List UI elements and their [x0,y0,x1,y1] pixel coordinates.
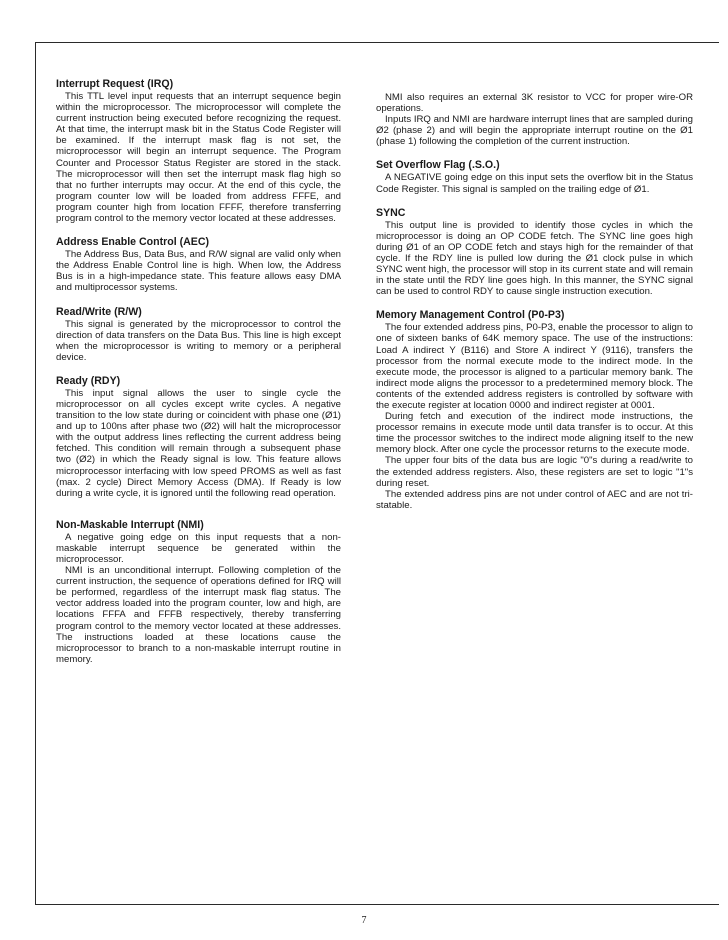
section-mmc [376,309,693,511]
sync-heading: SYNC [376,206,406,219]
mmc-paragraph-2: During fetch and execution of the indirect mode instructions, the processor remains in execute mode until data transfer is to occur. At this time the processor switches to the indirect mode aligning itself to the new memory block. After one cycle the processor returns to the execute mode. [376,411,693,456]
nmi-heading: Non-Maskable Interrupt (NMI) [56,518,204,531]
section-nmi-continued [376,92,693,147]
section-irq [56,78,341,224]
section-rdy [56,375,341,499]
rw-paragraph: This signal is generated by the microprocessor to control the direction of data transfers on the Data Bus. This line is high except when the microprocessor is writing to memory or a peripheral device. [56,318,341,363]
nmi-cont-paragraph-2: Inputs IRQ and NMI are hardware interrupt lines that are sampled during Ø2 (phase 2) and will begin the appropriate interrupt routine on the Ø1 (phase 1) following the completion of the current instruction. [376,114,693,148]
right-column [376,92,693,523]
aec-paragraph: The Address Bus, Data Bus, and R/W signal are valid only when the Address Enable Control line is high. When low, the Address Bus is in a high-impedance state. This feature allows easy DMA and multiprocessor systems. [56,249,341,294]
mmc-paragraph-4: The extended address pins are not under control of AEC and are not tri-statable. [376,488,693,511]
mmc-paragraph-3: The upper four bits of the data bus are logic "0"s during a read/write to the extended address registers. Also, these registers are set to logic "1"s during reset. [376,455,693,489]
page-number: 7 [361,915,367,926]
irq-heading: Interrupt Request (IRQ) [56,78,174,90]
section-rw [56,306,341,363]
nmi-paragraph-1: A negative going edge on this input requests that a non-maskable interrupt sequence be generated within the microprocessor. [56,531,341,565]
section-sync [376,207,693,298]
nmi-cont-paragraph-1: NMI also requires an external 3K resistor to VCC for proper wire-OR operations. [376,92,693,115]
mmc-paragraph-1: The four extended address pins, P0-P3, enable the processor to align to one of sixteen banks of 64K memory space. The use of the instructions: Load A indirect Y (B116) and Store A indirect Y (9116), transfers the processor from the normal execute mode to the indirect mode. In the execute mode, the processor is aligned to a particular memory bank. The indirect mode aligns the processor to a predetermined memory block. The contents of the extended address registers is controlled by software with the execute register at location 0000 and indirect register at 0001. [376,322,693,411]
section-nmi [56,519,341,665]
left-column [56,78,341,677]
rdy-heading: Ready (RDY) [56,374,121,387]
section-so [376,159,693,194]
nmi-paragraph-2: NMI is an unconditional interrupt. Following completion of the current instruction, the sequence of operations defined for IRQ will be performed, regardless of the interrupt mask flag status. The vector address loaded into the program counter, low and high, are locations FFFA and FFFB respectively, thereby transferring program control to the memory vector located at these addresses. The instructions loaded at these locations cause the microprocessor to branch to a non-maskable interrupt routine in memory. [56,565,341,665]
sync-paragraph: This output line is provided to identify those cycles in which the microprocessor is doing an OP CODE fetch. The SYNC line goes high during Ø1 of an OP CODE fetch and stays high for the remainder of that cycle. If the RDY line is pulled low during the Ø1 clock pulse in which SYNC went high, the processor will stop in its current state and will remain in the state until the RDY line goes high. In this manner, the SYNC signal can be used to control RDY to cause single instruction execution. [376,219,693,298]
irq-paragraph: This TTL level input requests that an interrupt sequence begin within the microprocessor. The microprocessor will complete the current instruction being executed before recognizing the request. At that time, the interrupt mask bit in the Status Code Register will be examined. If the interrupt mask flag is not set, the microprocessor will begin an interrupt sequence. The Program Counter and Processor Status Register are stored in the stack. The microprocessor will then set the interrupt mask flag high so that no further interrupts may occur. At the end of this cycle, the program counter low will be loaded from address FFFE, and program counter high from location FFFF, therefore transferring program control to the memory vector located at these addresses. [56,91,341,225]
rdy-paragraph: This input signal allows the user to single cycle the microprocessor on all cycles except write cycles. A negative transition to the low state during or coincident with phase one (Ø1) and up to 100ns after phase two (Ø2) will halt the microprocessor with the output address lines reflecting the current address being fetched. This condition will remain through a subsequent phase two (Ø2) in which the Ready signal is low. This feature allows microprocessor interfacing with low speed PROMS as well as fast (max. 2 cycle) Direct Memory Access (DMA). If Ready is low during a write cycle, it is ignored until the following read operation. [56,387,341,499]
mmc-heading: Memory Management Control (P0-P3) [376,309,565,322]
section-aec [56,236,341,293]
so-heading: Set Overflow Flag (.S.O.) [376,159,500,172]
rw-heading: Read/Write (R/W) [56,305,142,318]
so-paragraph: A NEGATIVE going edge on this input sets the overflow bit in the Status Code Register. This signal is sampled on the trailing edge of Ø1. [376,172,693,195]
aec-heading: Address Enable Control (AEC) [56,236,210,249]
